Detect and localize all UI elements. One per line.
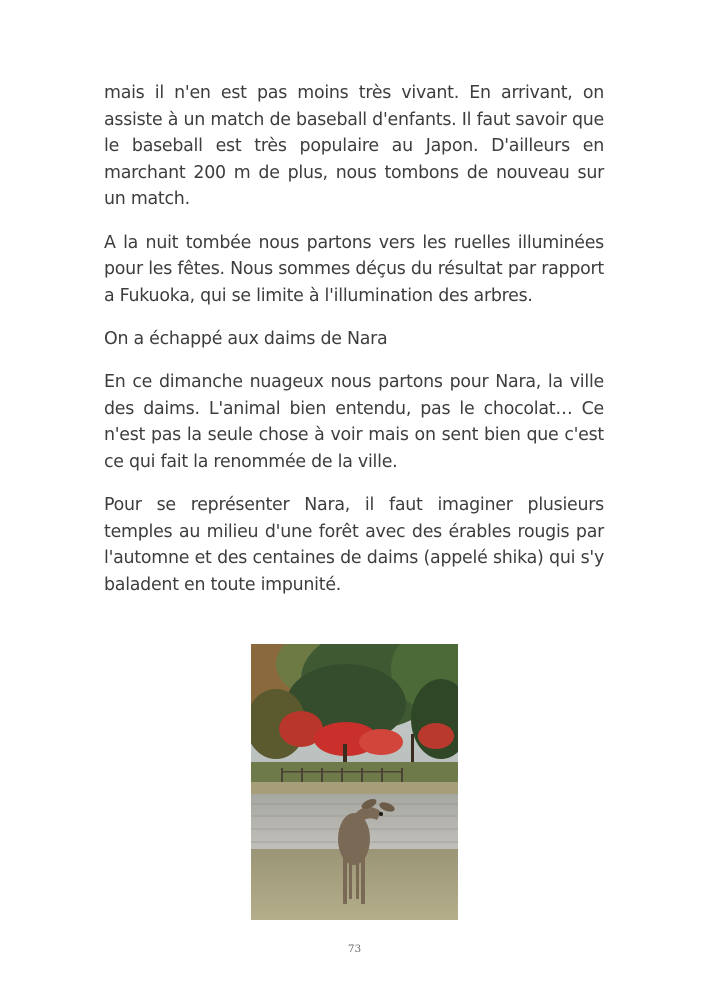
section-heading-nara: On a échappé aux daims de Nara — [104, 328, 388, 349]
deer-photo — [251, 644, 458, 920]
page-body — [104, 80, 604, 615]
paragraph-nara-intro: En ce dimanche nuageux nous partons pour Nara, la ville des daims. L'animal bien entendu, pas le chocolat… Ce n'est pas la seule chose à voir mais on sent bien que c'est ce qui fait la renommée de la ville. — [104, 372, 604, 472]
paragraph-night-lights: A la nuit tombée nous partons vers les ruelles illuminées pour les fêtes. Nous sommes déçus du résultat par rapport a Fukuoka, qui se limite à l'illumination des arbres. — [104, 232, 604, 306]
page-number: 73 — [347, 943, 362, 955]
paragraph-nara-description: Pour se représenter Nara, il faut imaginer plusieurs temples au milieu d'une forêt avec des érables rougis par l'automne et des centaines de daims (appelé shika) qui s'y baladent en toute impunité. — [104, 495, 604, 595]
paragraph-baseball: mais il n'en est pas moins très vivant. En arrivant, on assiste à un match de baseball d'enfants. Il faut savoir que le baseball est très populaire au Japon. D'ailleurs en marchant 200 m de plus, nous tombons de nouveau sur un match. — [104, 83, 604, 210]
